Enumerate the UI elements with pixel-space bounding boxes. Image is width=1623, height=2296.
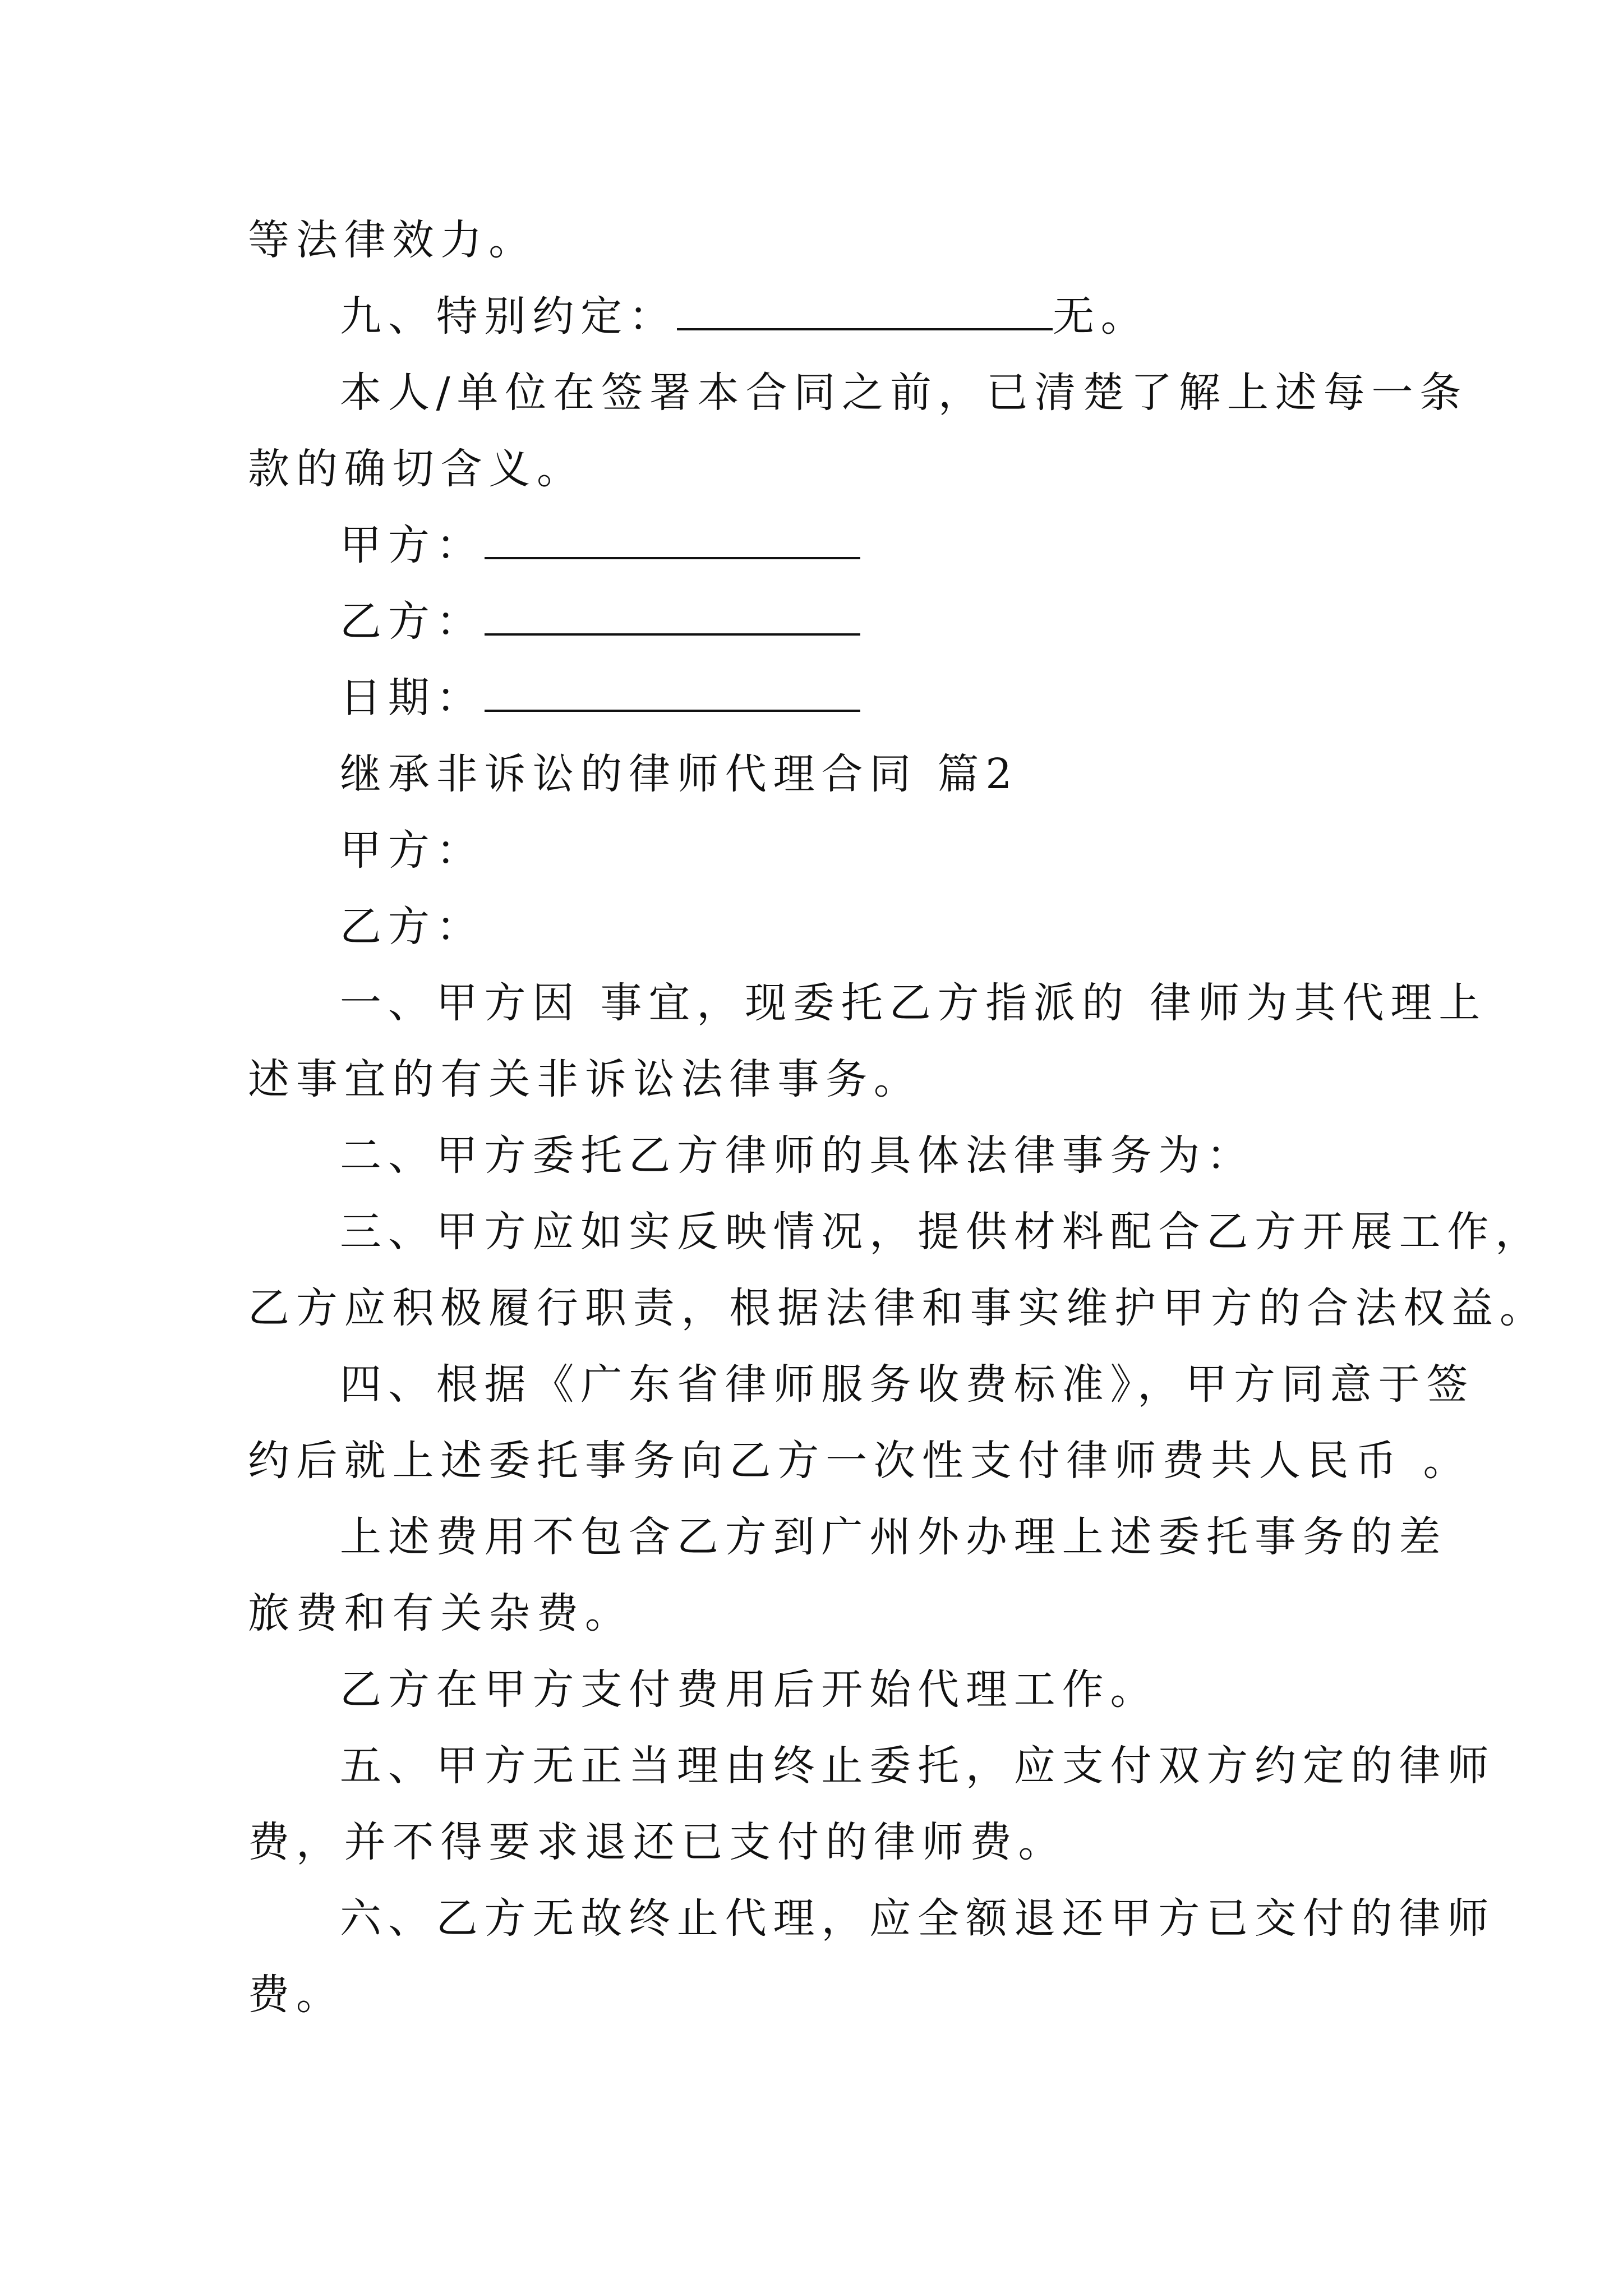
paragraph-line bbox=[248, 202, 1398, 278]
text: 述事宜的有关非诉讼法律事务。 bbox=[248, 1055, 922, 1103]
clause-line bbox=[248, 1575, 1398, 1651]
clause-line bbox=[248, 1499, 1447, 1575]
signature-blank bbox=[485, 586, 860, 636]
document-body bbox=[248, 202, 1548, 2033]
text: 二、甲方委托乙方律师的具体法律事务为： bbox=[340, 1131, 1255, 1180]
party-a-line bbox=[248, 812, 1398, 889]
party-b-label: 乙方： bbox=[340, 597, 485, 646]
clause-line bbox=[248, 1041, 1398, 1117]
text: 三、甲方应如实反映情况，提供材料配合乙方开展工作， bbox=[340, 1208, 1543, 1256]
special-agreement-value: 无。 bbox=[1052, 292, 1149, 341]
text: 六、乙方无故终止代理，应全额退还甲方已交付的律师 bbox=[340, 1894, 1496, 1943]
text: 乙方应积极履行职责，根据法律和事实维护甲方的合法权益。 bbox=[248, 1284, 1548, 1332]
clause-line bbox=[248, 1804, 1398, 1880]
section-title bbox=[248, 736, 1398, 812]
text: 本人/单位在签署本合同之前，已清楚了解上述每一条 bbox=[340, 369, 1468, 417]
clause-line bbox=[248, 1880, 1496, 1957]
text: 费，并不得要求退还已支付的律师费。 bbox=[248, 1818, 1067, 1866]
clause-line bbox=[248, 1270, 1548, 1346]
date-label: 日期： bbox=[340, 674, 485, 722]
text: 继承非诉讼的律师代理合同 篇2 bbox=[340, 750, 1019, 798]
text: 上述费用不包含乙方到广州外办理上述委托事务的差 bbox=[340, 1513, 1447, 1561]
text: 约后就上述委托事务向乙方一次性支付律师费共人民币 。 bbox=[248, 1437, 1472, 1485]
text: 乙方在甲方支付费用后开始代理工作。 bbox=[340, 1665, 1159, 1714]
date-blank bbox=[485, 662, 860, 712]
paragraph-line bbox=[248, 355, 1468, 431]
text: 乙方： bbox=[340, 903, 485, 951]
text: 一、甲方因 事宜，现委托乙方指派的 律师为其代理上 bbox=[340, 979, 1487, 1027]
date-signature-line bbox=[248, 660, 1398, 736]
text: 费。 bbox=[248, 1971, 344, 2019]
text: 等法律效力。 bbox=[248, 216, 537, 264]
party-b-line bbox=[248, 889, 1398, 965]
clause-line bbox=[248, 1957, 1398, 2033]
clause-line bbox=[248, 1194, 1543, 1270]
text: 四、根据《广东省律师服务收费标准》，甲方同意于签 bbox=[340, 1360, 1475, 1409]
party-b-signature-line bbox=[248, 583, 1398, 660]
party-a-signature-line bbox=[248, 507, 1398, 583]
party-a-label: 甲方： bbox=[340, 521, 485, 569]
clause-line bbox=[248, 1423, 1472, 1499]
special-agreement-line bbox=[248, 278, 1398, 355]
text: 款的确切含义。 bbox=[248, 445, 585, 493]
paragraph-line bbox=[248, 431, 1398, 507]
text: 甲方： bbox=[340, 826, 485, 875]
clause-line bbox=[248, 1651, 1398, 1728]
clause-line bbox=[248, 1728, 1496, 1804]
fill-blank bbox=[677, 281, 1053, 330]
clause-line bbox=[248, 1117, 1398, 1194]
special-agreement-label: 九、特别约定： bbox=[340, 292, 677, 341]
clause-line bbox=[248, 1346, 1475, 1423]
clause-line bbox=[248, 965, 1487, 1041]
text: 旅费和有关杂费。 bbox=[248, 1589, 633, 1637]
text: 五、甲方无正当理由终止委托，应支付双方约定的律师 bbox=[340, 1742, 1496, 1790]
signature-blank bbox=[485, 510, 860, 559]
